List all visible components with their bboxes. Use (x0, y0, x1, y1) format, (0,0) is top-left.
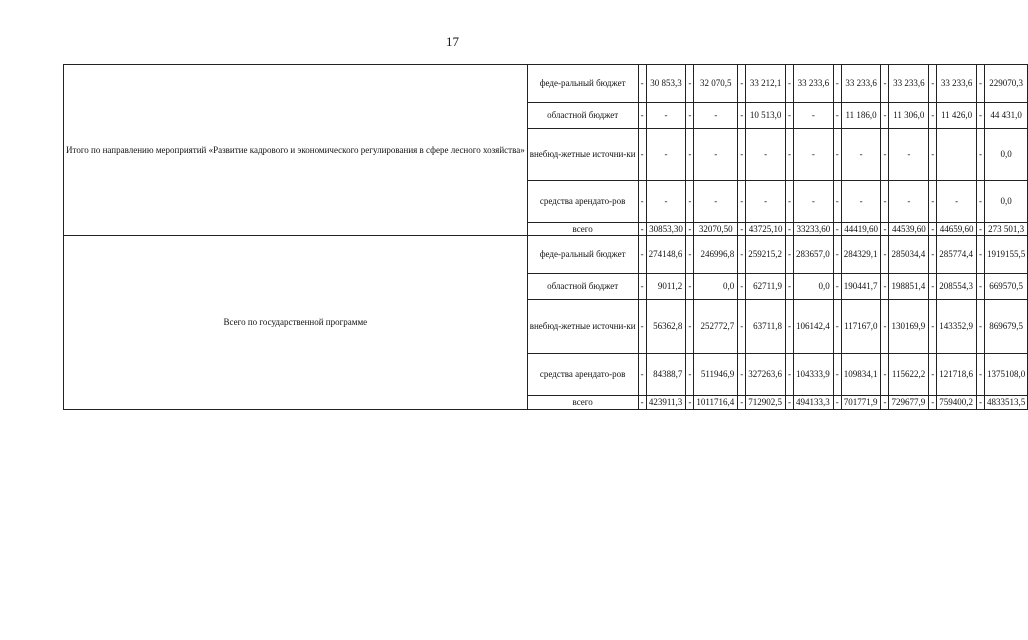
value-cell: - (976, 300, 984, 354)
total-cell: 0,0 (984, 129, 1027, 181)
value-cell: - (738, 181, 746, 223)
value-cell: 511946,9 (694, 354, 738, 396)
value-cell: - (785, 236, 793, 274)
value-cell: 1011716,4 (694, 396, 738, 410)
value-cell: - (929, 223, 937, 236)
value-cell: - (929, 129, 937, 181)
value-cell: - (785, 274, 793, 300)
value-cell: - (793, 103, 833, 129)
value-cell: 327263,6 (746, 354, 786, 396)
value-cell: 252772,7 (694, 300, 738, 354)
value-cell: - (889, 129, 929, 181)
funding-source: областной бюджет (527, 274, 638, 300)
value-cell: - (686, 236, 694, 274)
funding-source: феде-ральный бюджет (527, 65, 638, 103)
total-cell: 4833513,5 (984, 396, 1027, 410)
value-cell: 11 186,0 (841, 103, 881, 129)
value-cell: - (881, 129, 889, 181)
value-cell: 10 513,0 (746, 103, 786, 129)
value-cell: - (785, 300, 793, 354)
value-cell: - (638, 236, 646, 274)
total-cell: 44 431,0 (984, 103, 1027, 129)
value-cell: - (937, 181, 977, 223)
total-cell: 1919155,5 (984, 236, 1027, 274)
value-cell: - (686, 223, 694, 236)
total-cell: 0,0 (984, 181, 1027, 223)
value-cell: - (646, 103, 686, 129)
funding-source: областной бюджет (527, 103, 638, 129)
value-cell: - (881, 65, 889, 103)
value-cell: - (881, 236, 889, 274)
funding-source: средства арендато-ров (527, 354, 638, 396)
value-cell: 11 426,0 (937, 103, 977, 129)
value-cell: 33233,60 (793, 223, 833, 236)
value-cell: - (833, 65, 841, 103)
value-cell: - (686, 274, 694, 300)
value-cell: - (738, 103, 746, 129)
value-cell: - (881, 300, 889, 354)
value-cell: 246996,8 (694, 236, 738, 274)
value-cell: - (686, 181, 694, 223)
value-cell: 117167,0 (841, 300, 881, 354)
value-cell: 0,0 (793, 274, 833, 300)
value-cell: - (746, 129, 786, 181)
value-cell: - (686, 103, 694, 129)
value-cell: - (694, 129, 738, 181)
value-cell: - (929, 354, 937, 396)
value-cell: - (738, 274, 746, 300)
value-cell: - (881, 181, 889, 223)
value-cell: 33 233,6 (889, 65, 929, 103)
value-cell: - (686, 65, 694, 103)
funding-source: внебюд-жетные источни-ки (527, 129, 638, 181)
value-cell: - (785, 354, 793, 396)
value-cell: 44659,60 (937, 223, 977, 236)
value-cell: - (833, 354, 841, 396)
value-cell: - (833, 129, 841, 181)
total-cell: 229070,3 (984, 65, 1027, 103)
value-cell: - (929, 236, 937, 274)
value-cell: 143352,9 (937, 300, 977, 354)
value-cell: 62711,9 (746, 274, 786, 300)
value-cell: 729677,9 (889, 396, 929, 410)
value-cell: 712902,5 (746, 396, 786, 410)
value-cell: 84388,7 (646, 354, 686, 396)
value-cell: - (976, 354, 984, 396)
value-cell: - (738, 223, 746, 236)
value-cell: - (638, 300, 646, 354)
value-cell: 283657,0 (793, 236, 833, 274)
value-cell (937, 129, 977, 181)
value-cell: - (976, 65, 984, 103)
value-cell: - (976, 274, 984, 300)
value-cell: 11 306,0 (889, 103, 929, 129)
budget-table (63, 64, 1028, 410)
value-cell: 63711,8 (746, 300, 786, 354)
total-cell: 869679,5 (984, 300, 1027, 354)
value-cell: - (833, 181, 841, 223)
funding-source: внебюд-жетные источни-ки (527, 300, 638, 354)
total-cell: 1375108,0 (984, 354, 1027, 396)
value-cell: - (929, 181, 937, 223)
value-cell: 30853,30 (646, 223, 686, 236)
total-cell: 273 501,3 (984, 223, 1027, 236)
value-cell: - (738, 65, 746, 103)
table-row (64, 65, 1028, 103)
value-cell: - (929, 274, 937, 300)
funding-source: всего (527, 396, 638, 410)
value-cell: - (738, 300, 746, 354)
value-cell: 0,0 (694, 274, 738, 300)
value-cell: - (785, 129, 793, 181)
value-cell: 30 853,3 (646, 65, 686, 103)
value-cell: 115622,2 (889, 354, 929, 396)
value-cell: - (976, 223, 984, 236)
value-cell: 130169,9 (889, 300, 929, 354)
value-cell: - (638, 181, 646, 223)
value-cell: 32070,50 (694, 223, 738, 236)
value-cell: - (841, 129, 881, 181)
value-cell: - (686, 396, 694, 410)
value-cell: 106142,4 (793, 300, 833, 354)
table-row (64, 236, 1028, 274)
value-cell: - (833, 223, 841, 236)
value-cell: 44419,60 (841, 223, 881, 236)
value-cell: - (785, 223, 793, 236)
value-cell: 33 212,1 (746, 65, 786, 103)
funding-source: средства арендато-ров (527, 181, 638, 223)
value-cell: - (785, 181, 793, 223)
value-cell: 33 233,6 (937, 65, 977, 103)
value-cell: - (785, 396, 793, 410)
value-cell: 423911,3 (646, 396, 686, 410)
value-cell: - (686, 129, 694, 181)
value-cell: - (646, 181, 686, 223)
value-cell: - (785, 103, 793, 129)
value-cell: - (646, 129, 686, 181)
value-cell: - (833, 396, 841, 410)
value-cell: 9011,2 (646, 274, 686, 300)
value-cell: - (841, 181, 881, 223)
value-cell: - (976, 396, 984, 410)
value-cell: - (976, 129, 984, 181)
value-cell: - (694, 103, 738, 129)
value-cell: - (686, 354, 694, 396)
value-cell: 701771,9 (841, 396, 881, 410)
value-cell: - (638, 129, 646, 181)
value-cell: - (976, 181, 984, 223)
value-cell: - (638, 396, 646, 410)
value-cell: 32 070,5 (694, 65, 738, 103)
value-cell: - (686, 300, 694, 354)
value-cell: - (833, 274, 841, 300)
value-cell: - (881, 396, 889, 410)
value-cell: - (793, 181, 833, 223)
value-cell: 285034,4 (889, 236, 929, 274)
value-cell: - (694, 181, 738, 223)
value-cell: - (929, 300, 937, 354)
value-cell: - (785, 65, 793, 103)
value-cell: 109834,1 (841, 354, 881, 396)
value-cell: 33 233,6 (841, 65, 881, 103)
value-cell: - (929, 396, 937, 410)
value-cell: - (746, 181, 786, 223)
value-cell: - (738, 396, 746, 410)
value-cell: - (881, 274, 889, 300)
value-cell: 208554,3 (937, 274, 977, 300)
value-cell: - (833, 236, 841, 274)
value-cell: - (976, 103, 984, 129)
value-cell: - (889, 181, 929, 223)
value-cell: - (638, 223, 646, 236)
value-cell: 494133,3 (793, 396, 833, 410)
value-cell: - (638, 103, 646, 129)
value-cell: - (638, 354, 646, 396)
value-cell: 56362,8 (646, 300, 686, 354)
value-cell: 284329,1 (841, 236, 881, 274)
value-cell: - (881, 223, 889, 236)
value-cell: - (638, 65, 646, 103)
value-cell: 121718,6 (937, 354, 977, 396)
value-cell: - (738, 236, 746, 274)
value-cell: 198851,4 (889, 274, 929, 300)
value-cell: - (929, 65, 937, 103)
group-title: Всего по государственной программе (64, 236, 528, 410)
funding-source: феде-ральный бюджет (527, 236, 638, 274)
value-cell: - (976, 236, 984, 274)
value-cell: 274148,6 (646, 236, 686, 274)
value-cell: 43725,10 (746, 223, 786, 236)
value-cell: - (881, 103, 889, 129)
value-cell: - (881, 354, 889, 396)
value-cell: 190441,7 (841, 274, 881, 300)
value-cell: - (929, 103, 937, 129)
value-cell: - (638, 274, 646, 300)
value-cell: - (833, 103, 841, 129)
value-cell: 759400,2 (937, 396, 977, 410)
value-cell: - (738, 129, 746, 181)
value-cell: 285774,4 (937, 236, 977, 274)
funding-source: всего (527, 223, 638, 236)
value-cell: - (833, 300, 841, 354)
value-cell: - (738, 354, 746, 396)
value-cell: 33 233,6 (793, 65, 833, 103)
value-cell: 44539,60 (889, 223, 929, 236)
page-number: 17 (446, 34, 459, 49)
value-cell: 104333,9 (793, 354, 833, 396)
value-cell: 259215,2 (746, 236, 786, 274)
total-cell: 669570,5 (984, 274, 1027, 300)
value-cell: - (793, 129, 833, 181)
group-title: Итого по направлению мероприятий «Развитие кадрового и экономического регулирования в сфере лесного хозяйства» (64, 65, 528, 236)
